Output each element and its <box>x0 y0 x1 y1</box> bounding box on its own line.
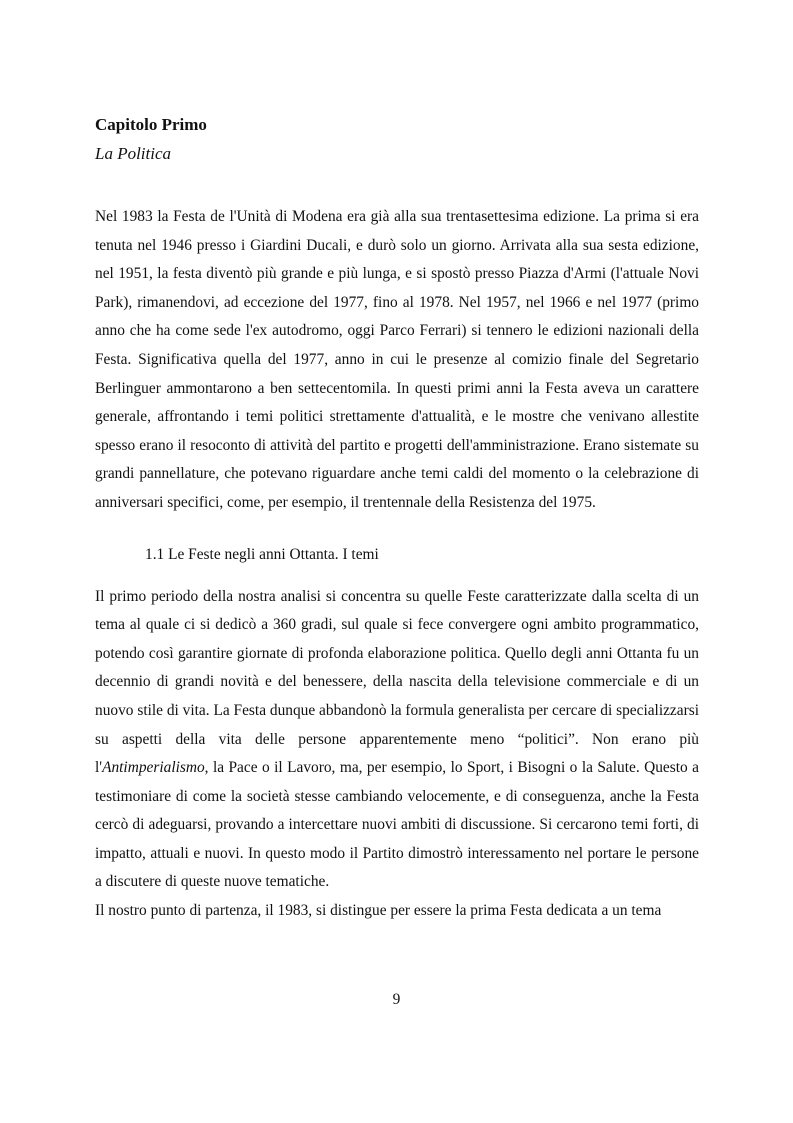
page-number: 9 <box>392 991 401 1008</box>
section-paragraph-text-end: , la Pace o il Lavoro, ma, per esempio, lo Sport, i Bisogni o la Salute. Questo a testimoniare di come la società stesse cambiando velocemente, e di conseguenza, anche la Festa cercò di adeguarsi, provando a intercettare nuovi ambiti di discussione. Si cercarono temi forti, di impatto, attuali e nuovi. In questo modo il Partito dimostrò interessamento nel portare le persone a discutere di queste nuove tematiche. <box>95 759 699 891</box>
section-paragraph-italic-term: Antimperialismo <box>102 759 205 777</box>
section-paragraph-text-start: Il primo periodo della nostra analisi si concentra su quelle Feste caratterizzate dalla scelta di un tema al quale ci si dedicò a 360 gradi, sul quale si fece convergere ogni ambito programmatico, potendo così garantire giornate di profonda elaborazione politica. Quello degli anni Ottanta fu un decennio di grandi novità e del benessere, della nascita della televisione commerciale e di un nuovo stile di vita. La Festa dunque abbandonò la formula generalista per cercare di specializzarsi su aspetti della vita delle persone apparentemente meno “politici”. Non erano più l' <box>95 587 699 777</box>
section-heading: 1.1 Le Feste negli anni Ottanta. I temi <box>145 545 379 563</box>
page-content <box>95 114 699 926</box>
intro-paragraph: Nel 1983 la Festa de l'Unità di Modena era già alla sua trentasettesima edizione. La prima si era tenuta nel 1946 presso i Giardini Ducali, e durò solo un giorno. Arrivata alla sua sesta edizione, nel 1951, la festa diventò più grande e più lunga, e si spostò presso Piazza d'Armi (l'attuale Novi Park), rimanendovi, ad eccezione del 1977, fino al 1978. Nel 1957, nel 1966 e nel 1977 (primo anno che ha come sede l'ex autodromo, oggi Parco Ferrari) si tennero le edizioni nazionali della Festa. Significativa quella del 1977, anno in cui le presenze al comizio finale del Segretario Berlinguer ammontarono a ben settecentomila. In questi primi anni la Festa aveva un carattere generale, affrontando i temi politici strettamente d'attualità, e le mostre che venivano allestite spesso erano il resoconto di attività del partito e progetti dell'amministrazione. Erano sistemate su grandi pannellature, che potevano riguardare anche temi caldi del momento o la celebrazione di anniversari specifici, come, per esempio, il trentennale della Resistenza del 1975. <box>95 208 699 511</box>
chapter-title: Capitolo Primo <box>95 115 207 134</box>
closing-paragraph: Il nostro punto di partenza, il 1983, si distingue per essere la prima Festa dedicata a un tema <box>95 902 662 920</box>
chapter-subtitle: La Politica <box>95 144 172 163</box>
section-paragraph <box>95 583 699 898</box>
